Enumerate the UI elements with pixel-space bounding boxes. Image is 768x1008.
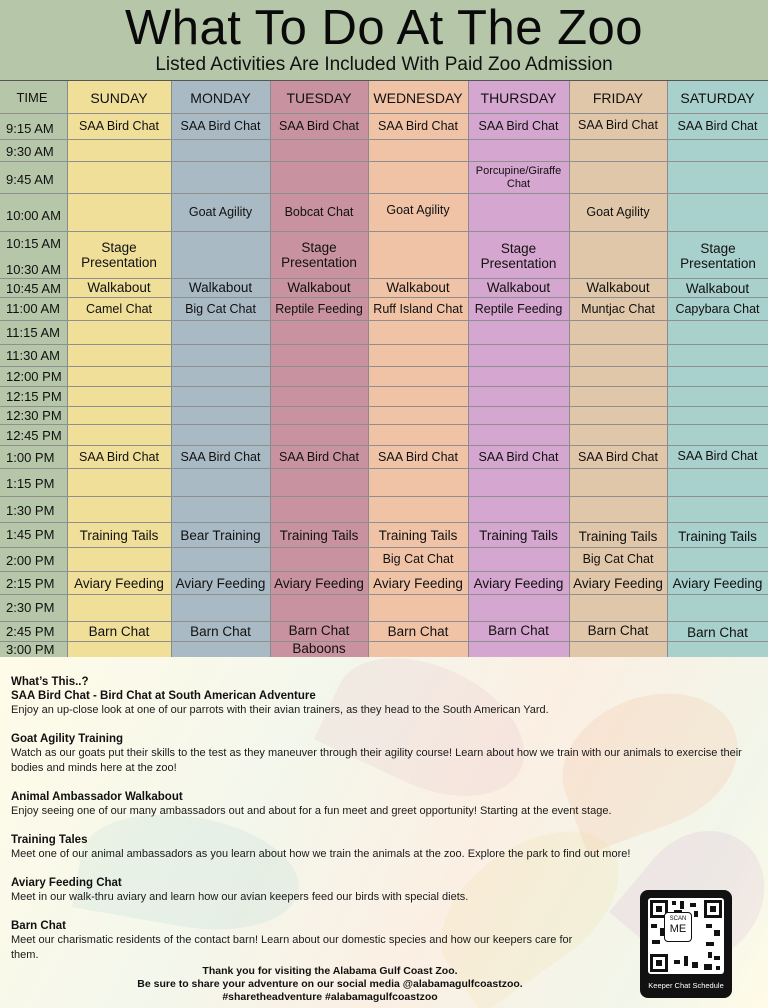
event-cell: Stage Presentation bbox=[281, 240, 357, 270]
event-cell: Walkabout bbox=[586, 280, 650, 295]
event-cell: Bobcat Chat bbox=[284, 205, 354, 219]
event-cell: Camel Chat bbox=[86, 301, 152, 316]
event-cell: Stage Presentation bbox=[81, 240, 157, 270]
time-label: 11:00 AM bbox=[6, 301, 60, 316]
header-banner bbox=[0, 0, 768, 80]
event-cell: Aviary Feeding bbox=[373, 575, 463, 591]
event-cell: SAA Bird Chat bbox=[478, 449, 559, 464]
schedule-grid bbox=[0, 80, 768, 657]
time-label: 9:15 AM bbox=[6, 121, 54, 136]
day-header-saturday: SATURDAY bbox=[680, 90, 755, 106]
event-cell: Stage Presentation bbox=[680, 241, 756, 271]
event-cell: Training Tails bbox=[378, 527, 458, 543]
event-cell: Reptile Feeding bbox=[474, 301, 563, 316]
event-cell: Big Cat Chat bbox=[582, 552, 654, 566]
event-cell: SAA Bird Chat bbox=[180, 449, 261, 464]
day-header-friday: FRIDAY bbox=[592, 90, 644, 106]
event-cell: Goat Agility bbox=[188, 205, 253, 219]
event-cell: SAA Bird Chat bbox=[578, 449, 658, 464]
footer-line-2: Be sure to share your adventure on our social media @alabamagulfcoastzoo. bbox=[137, 978, 523, 990]
event-cell: Big Cat Chat bbox=[185, 301, 256, 316]
event-cell: SAA Bird Chat bbox=[79, 449, 159, 464]
footer-line-1: Thank you for visiting the Alabama Gulf Coast Zoo. bbox=[202, 965, 458, 977]
time-label: 2:15 PM bbox=[6, 576, 55, 591]
event-cell: Ruff Island Chat bbox=[373, 301, 463, 316]
time-label: 3:00 PM bbox=[6, 642, 55, 657]
time-label: 11:30 AM bbox=[6, 348, 60, 363]
event-cell: SAA Bird Chat bbox=[478, 119, 559, 133]
time-label: 9:45 AM bbox=[6, 172, 54, 187]
day-header-tuesday: TUESDAY bbox=[286, 90, 352, 106]
event-cell: Aviary Feeding bbox=[672, 575, 763, 591]
event-cell: Aviary Feeding bbox=[274, 575, 364, 591]
event-cell: Muntjac Chat bbox=[581, 301, 655, 316]
desc-intro: What’s This..? bbox=[11, 676, 89, 688]
footer-thanks bbox=[100, 965, 560, 1004]
time-label: 2:30 PM bbox=[6, 600, 55, 615]
day-header-thursday: THURSDAY bbox=[480, 90, 557, 106]
event-cell: Training Tails bbox=[279, 527, 359, 543]
event-cell: Baboons bbox=[292, 640, 346, 656]
event-cell: Walkabout bbox=[486, 280, 551, 295]
event-cell: Training Tails bbox=[678, 528, 757, 544]
time-label: 1:30 PM bbox=[6, 503, 55, 518]
qr-me-label: ME bbox=[669, 923, 687, 935]
event-cell: SAA Bird Chat bbox=[79, 119, 159, 133]
event-cell: Stage Presentation bbox=[480, 241, 557, 271]
event-cell: Walkabout bbox=[685, 281, 750, 296]
time-label: 12:15 PM bbox=[6, 389, 62, 404]
time-label: 12:00 PM bbox=[6, 369, 62, 384]
event-cell: SAA Bird Chat bbox=[677, 448, 758, 463]
time-label: 1:45 PM bbox=[6, 527, 55, 542]
time-label: 2:00 PM bbox=[6, 553, 55, 568]
event-cell: Aviary Feeding bbox=[473, 575, 564, 591]
event-cell: Reptile Feeding bbox=[275, 301, 363, 316]
desc-aviary-text: Meet in our walk-thru aviary and learn how our avian keepers feed our birds with special diets. bbox=[11, 891, 469, 903]
time-label: 1:15 PM bbox=[6, 476, 55, 491]
event-cell: SAA Bird Chat bbox=[378, 119, 458, 133]
page-subtitle: Listed Activities Are Included With Paid Zoo Admission bbox=[155, 54, 613, 75]
event-cell: SAA Bird Chat bbox=[578, 118, 658, 132]
desc-walk-text: Enjoy seeing one of our many ambassadors out and about for a fun meet and greet opportunity! Starting at the event stage. bbox=[11, 805, 612, 817]
desc-saa-title: SAA Bird Chat - Bird Chat at South American Adventure bbox=[11, 690, 316, 702]
desc-barn-text: Meet our charismatic residents of the contact barn! Learn about our domestic species and how our keepers care for them. bbox=[11, 934, 573, 961]
event-cell: Training Tails bbox=[79, 527, 159, 543]
event-cell: Bear Training bbox=[180, 527, 261, 543]
event-cell: SAA Bird Chat bbox=[378, 449, 458, 464]
qr-code[interactable] bbox=[640, 890, 732, 998]
event-cell: Walkabout bbox=[386, 280, 450, 295]
event-cell: Barn Chat bbox=[687, 624, 748, 640]
desc-goat-title: Goat Agility Training bbox=[11, 733, 124, 745]
event-cell: SAA Bird Chat bbox=[279, 119, 359, 133]
desc-saa-text: Enjoy an up-close look at one of our parrots with their avian trainers, as they head to the South American Yard. bbox=[11, 704, 549, 716]
time-label: 10:00 AM bbox=[6, 208, 61, 223]
event-cell: Capybara Chat bbox=[675, 301, 760, 316]
time-header: TIME bbox=[16, 90, 48, 105]
desc-barn-title: Barn Chat bbox=[11, 920, 66, 932]
event-cell: SAA Bird Chat bbox=[279, 449, 359, 464]
time-label: 9:30 AM bbox=[6, 144, 54, 159]
event-cell: Barn Chat bbox=[488, 622, 549, 638]
event-cell: Walkabout bbox=[188, 280, 253, 295]
desc-tales-text: Meet one of our animal ambassadors as you learn about how we train the animals at the zoo. Explore the park to find out more! bbox=[11, 848, 631, 860]
time-label: 10:30 AM bbox=[6, 262, 61, 277]
event-cell: Aviary Feeding bbox=[74, 575, 164, 591]
footer-line-3: #sharetheadventure #alabamagulfcoastzoo bbox=[222, 991, 438, 1003]
desc-goat-text: Watch as our goats put their skills to the test as they maneuver through their agility course! Learn about how we train with our animals to exercise their bodies and minds here at the zoo! bbox=[11, 747, 742, 774]
time-label: 12:30 PM bbox=[6, 408, 62, 423]
time-label: 10:15 AM bbox=[6, 236, 61, 251]
time-label: 1:00 PM bbox=[6, 450, 55, 465]
event-cell: Aviary Feeding bbox=[573, 575, 663, 591]
day-header-wednesday: WEDNESDAY bbox=[373, 90, 463, 106]
scan-me-badge bbox=[664, 912, 692, 942]
event-cell: Porcupine/Giraffe Chat bbox=[475, 164, 562, 190]
event-cell: Walkabout bbox=[87, 280, 151, 295]
event-cell: Barn Chat bbox=[587, 622, 649, 638]
desc-aviary-title: Aviary Feeding Chat bbox=[11, 877, 122, 889]
event-cell: Training Tails bbox=[578, 528, 658, 544]
desc-tales-title: Training Tales bbox=[11, 834, 88, 846]
event-cell: SAA Bird Chat bbox=[677, 119, 758, 133]
time-label: 11:15 AM bbox=[6, 325, 60, 340]
event-cell: Barn Chat bbox=[88, 623, 150, 639]
event-cell: Barn Chat bbox=[288, 622, 350, 638]
event-cell: Walkabout bbox=[287, 280, 351, 295]
event-cell: Aviary Feeding bbox=[175, 575, 266, 591]
event-cell: Big Cat Chat bbox=[382, 552, 454, 566]
qr-caption: Keeper Chat Schedule bbox=[648, 981, 724, 990]
qr-scan-label: SCAN bbox=[669, 916, 687, 922]
desc-walk-title: Animal Ambassador Walkabout bbox=[11, 791, 183, 803]
time-label: 12:45 PM bbox=[6, 428, 62, 443]
event-cell: Barn Chat bbox=[387, 623, 449, 639]
day-header-monday: MONDAY bbox=[190, 90, 251, 106]
event-cell: Training Tails bbox=[479, 527, 558, 543]
event-cell: Goat Agility bbox=[586, 205, 650, 219]
event-cell: SAA Bird Chat bbox=[180, 119, 261, 133]
day-header-sunday: SUNDAY bbox=[90, 90, 148, 106]
page-title: What To Do At The Zoo bbox=[124, 1, 643, 55]
time-label: 10:45 AM bbox=[6, 281, 61, 296]
event-cell: Goat Agility bbox=[386, 203, 450, 217]
event-cell: Barn Chat bbox=[190, 623, 251, 639]
time-label: 2:45 PM bbox=[6, 624, 55, 639]
